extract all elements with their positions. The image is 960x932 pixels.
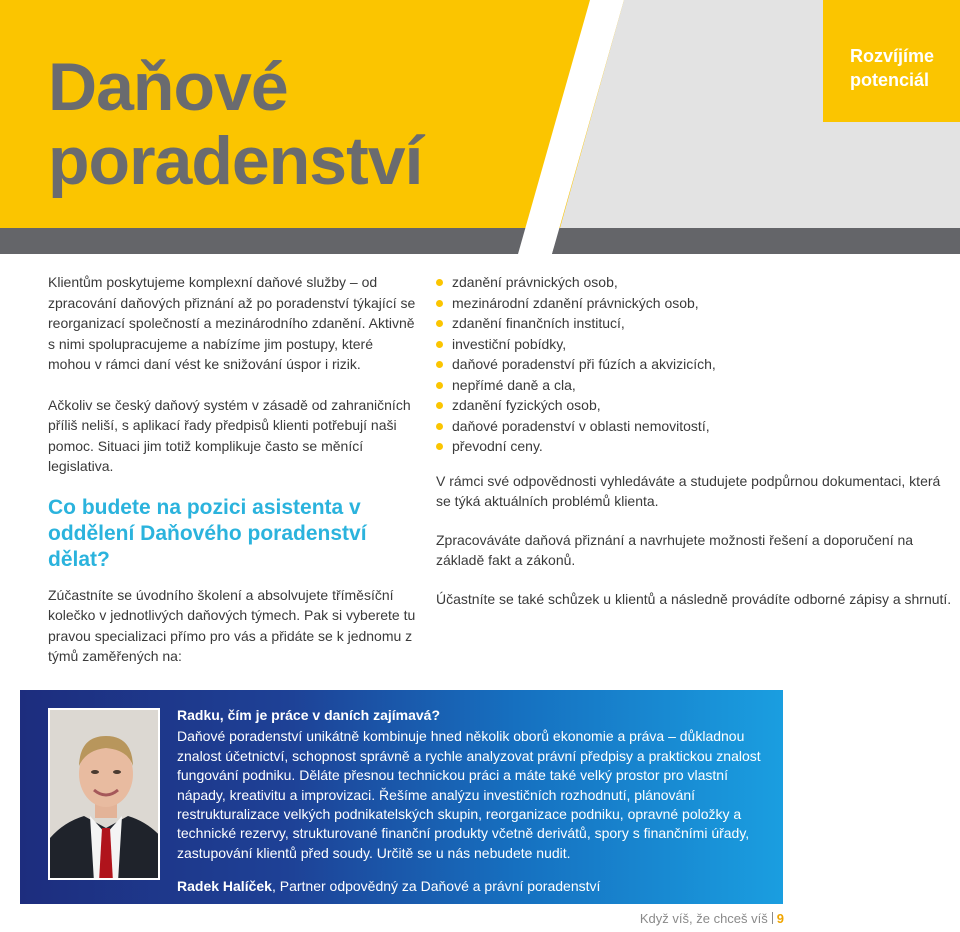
training-paragraph: Zúčastníte se úvodního školení a absolvujete tříměsíční kolečko v jednotlivých daňových týmech. Pak si vyberete tu pravou specializaci přímo pro vás a přidáte se k jednomu z týmů zaměřených na: bbox=[48, 586, 416, 664]
list-item: daňové poradenství při fúzích a akvizicích, bbox=[436, 354, 956, 375]
bullet-icon bbox=[436, 341, 443, 348]
bullet-icon bbox=[436, 320, 443, 327]
bullet-icon bbox=[436, 300, 443, 307]
bullet-icon bbox=[436, 382, 443, 389]
meetings-paragraph: Účastníte se také schůzek u klientů a následně provádíte odborné zápisy a shrnutí. bbox=[436, 590, 952, 607]
bullet-icon bbox=[436, 402, 443, 409]
page-title-line2: poradenství bbox=[48, 123, 423, 199]
person-portrait-icon bbox=[50, 710, 160, 880]
footer-divider bbox=[772, 912, 773, 924]
page-title-line1: Daňové bbox=[48, 49, 288, 125]
list-item: zdanění právnických osob, bbox=[436, 272, 956, 293]
legislation-paragraph: Ačkoliv se český daňový systém v zásadě od zahraničních příliš neliší, s aplikací řady předpisů klienti potřebují naši pomoc. Situaci jim totiž komplikuje často se měnící legislativa. bbox=[48, 396, 411, 474]
testimonial-text bbox=[177, 706, 767, 897]
left-column bbox=[48, 272, 418, 667]
tagline-line1: Rozvíjíme bbox=[850, 46, 935, 66]
bullet-icon bbox=[436, 361, 443, 368]
page-footer bbox=[640, 911, 784, 926]
author-name: Radek Halíček bbox=[177, 878, 272, 895]
testimonial-body: Daňové poradenství unikátně kombinuje hned několik oborů ekonomie a práva – důkladnou znalost účetnictví, schopnost správně a rychle analyzovat právní předpisy a praktickou znalost fungování podniku. Děláte přesnou technickou práci a máte také velký prostor pro vlastní nápady, kreativitu a improvizaci. Řešíme analýzu investičních rozhodnutí, plánování restrukturalizace velkých podnikatelských skupin, reorganizace podniku, opravné položky a technické rezervy, strukturované finanční produkty včetně derivátů, spory s finančními úřady, zastupování klientů před soudy. Určitě se u nás nebudete nudit. bbox=[177, 728, 761, 861]
testimonial-signature bbox=[177, 877, 767, 896]
section-heading: Co budete na pozici asistenta v oddělení Daňového poradenství dělat? bbox=[48, 495, 367, 571]
bullet-icon bbox=[436, 279, 443, 286]
tagline bbox=[850, 44, 934, 92]
footer-slogan: Když víš, že chceš víš bbox=[639, 911, 768, 926]
right-column bbox=[436, 272, 956, 627]
bullet-icon bbox=[436, 423, 443, 430]
team-list bbox=[436, 272, 956, 457]
list-item: zdanění fyzických osob, bbox=[436, 395, 956, 416]
list-item: převodní ceny. bbox=[436, 436, 956, 457]
page-number: 9 bbox=[776, 911, 784, 926]
tax-return-paragraph: Zpracováváte daňová přiznání a navrhujete možnosti řešení a doporučení na základě fakt a zákonů. bbox=[436, 531, 914, 568]
author-role: , Partner odpovědný za Daňové a právní poradenství bbox=[271, 878, 601, 895]
page-title bbox=[48, 50, 422, 198]
list-item: daňové poradenství v oblasti nemovitostí, bbox=[436, 416, 956, 437]
list-item: investiční pobídky, bbox=[436, 334, 956, 355]
bullet-icon bbox=[436, 443, 443, 450]
portrait-photo bbox=[48, 708, 160, 880]
tagline-line2: potenciál bbox=[850, 70, 930, 90]
testimonial-question: Radku, čím je práce v daních zajímavá? bbox=[177, 707, 440, 723]
list-item: nepřímé daně a cla, bbox=[436, 375, 956, 396]
intro-paragraph: Klientům poskytujeme komplexní daňové služby – od zpracování daňových přiznání až po poradenství týkající se reorganizací společností a mezinárodního zdanění. Aktivně s nimi spolupracujeme a nabízíme jim postupy, které mohou v rámci daní vést ke snižování úspor i rizik. bbox=[48, 274, 416, 372]
testimonial-box bbox=[20, 690, 783, 904]
list-item: mezinárodní zdanění právnických osob, bbox=[436, 293, 956, 314]
list-item: zdanění finančních institucí, bbox=[436, 313, 956, 334]
documentation-paragraph: V rámci své odpovědnosti vyhledáváte a studujete podpůrnou dokumentaci, která se týká aktuálních problémů klienta. bbox=[436, 472, 941, 509]
